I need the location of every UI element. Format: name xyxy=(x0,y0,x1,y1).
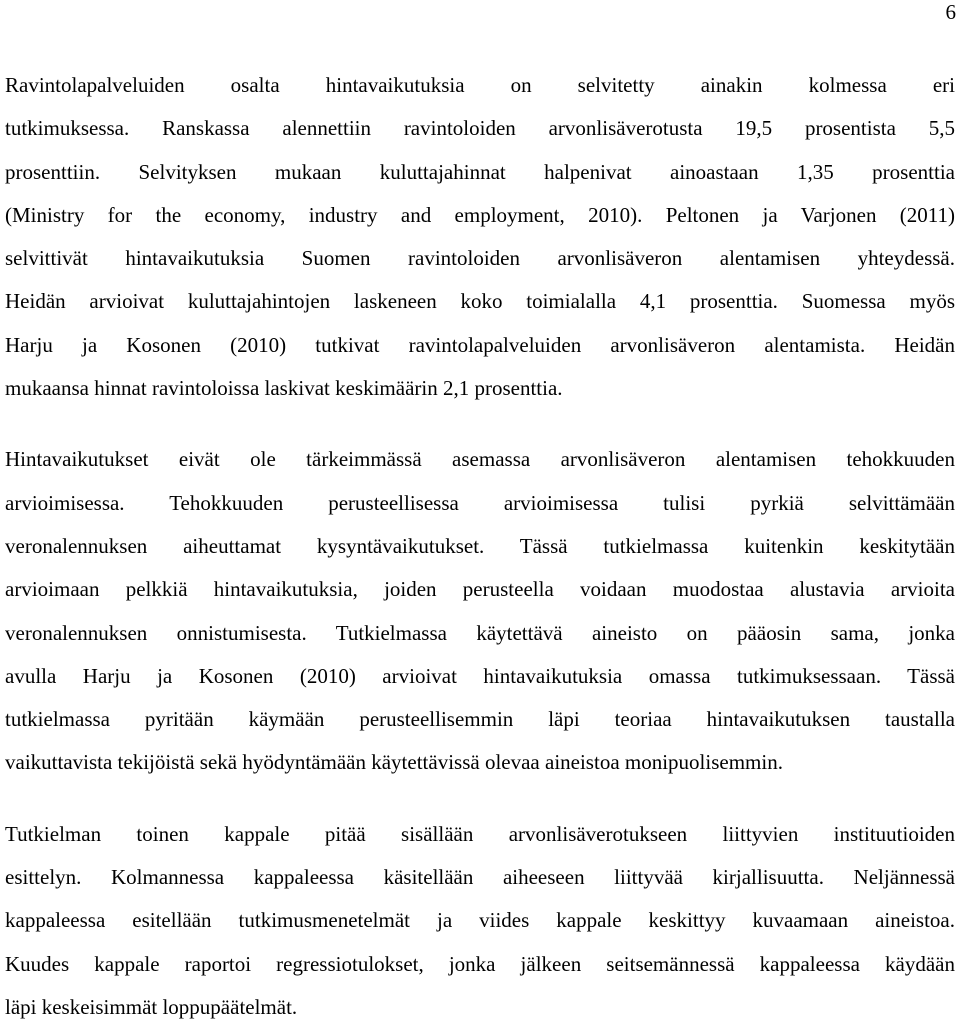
page-number: 6 xyxy=(945,0,956,24)
text-line: vaikuttavista tekijöistä sekä hyödyntämään käytettävissä olevaa aineistoa monipuolisemmin. xyxy=(5,750,783,775)
text-line: Heidän arvioivat kuluttajahintojen laskeneen koko toimialalla 4,1 prosenttia. Suomessa myös xyxy=(5,289,955,314)
text-line: veronalennuksen aiheuttamat kysyntävaikutukset. Tässä tutkielmassa kuitenkin keskitytään xyxy=(5,533,955,558)
paragraph-3 xyxy=(5,813,955,1029)
document-body xyxy=(5,64,955,1029)
text-line: arvioimaan pelkkiä hintavaikutuksia, joiden perusteella voidaan muodostaa alustavia arvioita xyxy=(5,577,955,602)
text-line: tutkielmassa pyritään käymään perusteellisemmin läpi teoriaa hintavaikutuksen taustalla xyxy=(5,707,955,732)
paragraph-2 xyxy=(5,438,955,784)
paragraph-spacer xyxy=(5,410,955,438)
text-line: arvioimisessa. Tehokkuuden perusteellisessa arvioimisessa tulisi pyrkiä selvittämään xyxy=(5,490,955,515)
text-line: esittelyn. Kolmannessa kappaleessa käsitellään aiheeseen liittyvää kirjallisuutta. Neljännessä xyxy=(5,865,955,890)
text-line: prosenttiin. Selvityksen mukaan kuluttajahinnat halpenivat ainoastaan 1,35 prosenttia xyxy=(5,159,955,184)
text-line: Ravintolapalveluiden osalta hintavaikutuksia on selvitetty ainakin kolmessa eri xyxy=(5,73,955,97)
text-line: mukaansa hinnat ravintoloissa laskivat keskimäärin 2,1 prosenttia. xyxy=(5,376,563,401)
text-line: kappaleessa esitellään tutkimusmenetelmät ja viides kappale keskittyy kuvaamaan aineistoa. xyxy=(5,908,955,933)
text-line: selvittivät hintavaikutuksia Suomen ravintoloiden arvonlisäveron alentamisen yhteydessä. xyxy=(5,246,955,271)
text-line: veronalennuksen onnistumisesta. Tutkielmassa käytettävä aineisto on pääosin sama, jonka xyxy=(5,620,955,645)
text-line: avulla Harju ja Kosonen (2010) arvioivat hintavaikutuksia omassa tutkimuksessaan. Tässä xyxy=(5,663,955,688)
text-line: läpi keskeisimmät loppupäätelmät. xyxy=(5,994,298,1019)
text-line: Hintavaikutukset eivät ole tärkeimmässä asemassa arvonlisäveron alentamisen tehokkuuden xyxy=(5,447,955,472)
paragraph-spacer xyxy=(5,785,955,813)
text-line: Tutkielman toinen kappale pitää sisällään arvonlisäverotukseen liittyvien instituutioiden xyxy=(5,821,955,846)
text-line: Harju ja Kosonen (2010) tutkivat ravintolapalveluiden arvonlisäveron alentamista. Heidän xyxy=(5,332,955,357)
text-line: tutkimuksessa. Ranskassa alennettiin ravintoloiden arvonlisäverotusta 19,5 prosentista 5,5 xyxy=(5,116,955,141)
paragraph-1 xyxy=(5,64,955,410)
text-line: (Ministry for the economy, industry and employment, 2010). Peltonen ja Varjonen (2011) xyxy=(5,202,955,227)
text-line: Kuudes kappale raportoi regressiotulokset, jonka jälkeen seitsemännessä kappaleessa käydään xyxy=(5,951,955,976)
